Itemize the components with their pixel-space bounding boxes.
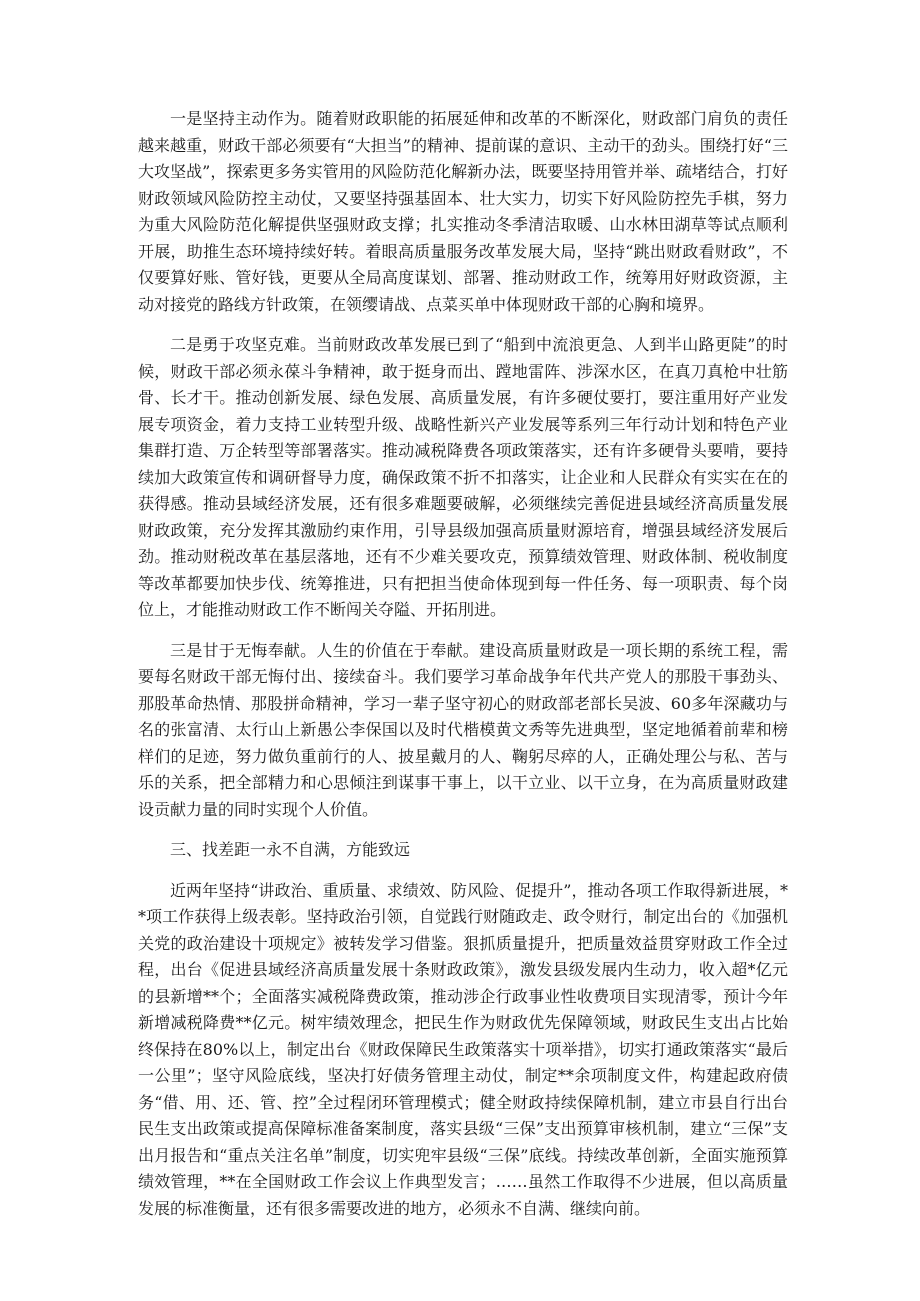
paragraph-progress-summary: 近两年坚持“讲政治、重质量、求绩效、防风险、促提升”，推动各项工作取得新进展，**项工作获得上级表彰。坚持政治引领，自觉践行财随政走、政令财行，制定出台的《加强机关党的政治建设十项规定》被转发学习借鉴。狠抓质量提升，把质量效益贯穿财政工作全过程，出台《促进县域经济高质量发展十条财政政策》，激发县级发展内生动力，收入超*亿元的县新增**个；全面落实减税降费政策，推动涉企行政事业性收费项目实现清零，预计今年新增减税降费**亿元。树牢绩效理念，把民生作为财政优先保障领域，财政民生支出占比始终保持在80%以上，制定出台《财政保障民生政策落实十项举措》，切实打通政策落实“最后一公里”；坚守风险底线，坚决打好债务管理主动仗，制定**余项制度文件，构建起政府债务“借、用、还、管、控”全过程闭环管理模式；健全财政持续保障机制，建立市县自行出台民生支出政策或提高保障标准备案制度，落实县级“三保”支出预算审核机制，建立“三保”支出月报告和“重点关注名单”制度，切实兜牢县级“三保”底线。持续改革创新，全面实施预算绩效管理，**在全国财政工作会议上作典型发言；……虽然工作取得不少进展，但以高质量发展的标准衡量，还有很多需要改进的地方，必须永不自满、继续向前。 (138, 880, 788, 1218)
paragraph-commitment: 一是坚持主动作为。随着财政职能的拓展延伸和改革的不断深化，财政部门肩负的责任越来越重，财政干部必须要有“大担当”的精神、提前谋的意识、主动干的劲头。围绕打好“三大攻坚战”，探索更多务实管用的风险防范化解新办法，既要坚持用管并举、疏堵结合，打好财政领域风险防控主动仗，又要坚持强基固本、壮大实力，切实下好风险防控先手棋，努力为重大风险防范化解提供坚强财政支撑；扎实推动冬季清洁取暖、山水林田湖草等试点顺利开展，助推生态环境持续好转。着眼高质量服务改革发展大局，坚持“跳出财政看财政”，不仅要算好账、管好钱，更要从全局高度谋划、部署、推动财政工作，统筹用好财政资源，主动对接党的路线方针政策，在领缨请战、点菜买单中体现财政干部的心胸和境界。 (138, 109, 788, 314)
document-body (138, 106, 788, 1236)
paragraph-tackle-difficulties: 二是勇于攻坚克难。当前财政改革发展已到了“船到中流浪更急、人到半山路更陡”的时候，财政干部必须永葆斗争精神，敢于挺身而出、蹚地雷阵、涉深水区，在真刀真枪中壮筋骨、长才干。推动创新发展、绿色发展、高质量发展，有许多硬仗要打，要注重用好产业发展专项资金，着力支持工业转型升级、战略性新兴产业发展等系列三年行动计划和特色产业集群打造、万企转型等部署落实。推动减税降费各项政策落实，还有许多硬骨头要啃，要持续加大政策宣传和调研督导力度，确保政策不折不扣落实，让企业和人民群众有实实在在的获得感。推动县域经济发展，还有很多难题要破解，必须继续完善促进县域经济高质量发展财政政策，充分发挥其激励约束作用，引导县级加强高质量财源培育，增强县域经济发展后劲。推动财税改革在基层落地，还有不少难关要攻克，预算绩效管理、财政体制、税收制度等改革都要加快步伐、统筹推进，只有把担当使命体现到每一件任务、每一项职责、每个岗位上，才能推动财政工作不断闯关夺隘、开拓刖进。 (138, 335, 788, 619)
section-heading: 三、找差距一永不自满，方能致远 (170, 840, 411, 859)
paragraph-dedication: 三是甘于无悔奉献。人生的价值在于奉献。建设高质量财政是一项长期的系统工程，需要每名财政干部无悔付出、接续奋斗。我们要学习革命战争年代共产党人的那股干事劲头、那股革命热情、那股拼命精神，学习一辈子坚守初心的财政部老部长吴波、60多年深藏功与名的张富清、太行山上新愚公李保国以及时代楷模黄文秀等先进典型，坚定地循着前辈和榜样们的足迹，努力做负重前行的人、披星戴月的人、鞠躬尽瘁的人，正确处理公与私、苦与乐的关系，把全部精力和心思倾注到谋事干事上，以干立业、以干立身，在为高质量财政建设贡献力量的同时实现个人价值。 (138, 640, 788, 819)
